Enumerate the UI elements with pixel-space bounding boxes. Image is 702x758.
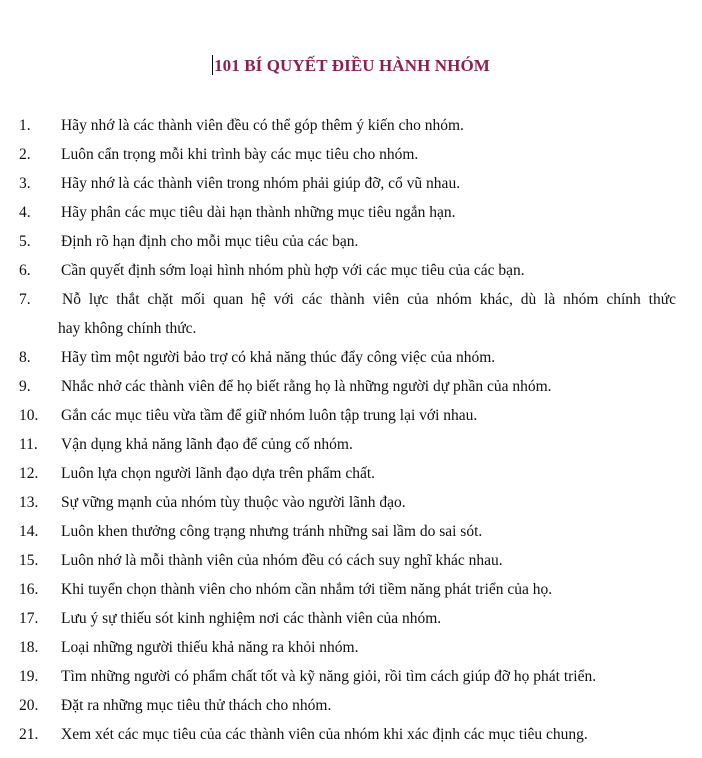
item-number: 5.: [19, 233, 31, 250]
list-item: [0, 488, 702, 517]
list-item: [0, 111, 702, 140]
list-item: [0, 691, 702, 720]
list-item: [0, 662, 702, 691]
item-number: 4.: [19, 204, 31, 221]
item-number: 13.: [19, 494, 39, 511]
item-number: 10.: [19, 407, 39, 424]
item-text: Luôn khen thưởng công trạng nhưng tránh những sai lầm do sai sót.: [61, 523, 483, 540]
list-item: [0, 227, 702, 256]
list-item: [0, 140, 702, 169]
item-text: [58, 285, 676, 343]
list-item: [0, 604, 702, 633]
item-text: Sự vững mạnh của nhóm tùy thuộc vào người lãnh đạo.: [61, 494, 406, 511]
list-item: [0, 459, 702, 488]
item-number: 20.: [19, 697, 39, 714]
item-number: 12.: [19, 465, 39, 482]
item-text: Luôn lựa chọn người lãnh đạo dựa trên phẩm chất.: [61, 465, 376, 482]
list-item: [0, 430, 702, 459]
item-text: Vận dụng khả năng lãnh đạo để củng cố nhóm.: [61, 436, 353, 453]
item-text: Gắn các mục tiêu vừa tầm để giữ nhóm luôn tập trung lại với nhau.: [61, 407, 478, 424]
text-cursor: [212, 55, 213, 75]
item-number: 2.: [19, 146, 31, 163]
tips-list: [0, 111, 702, 749]
item-text: Đặt ra những mục tiêu thử thách cho nhóm.: [61, 697, 332, 714]
item-text: Luôn nhớ là mỗi thành viên của nhóm đều có cách suy nghĩ khác nhau.: [61, 552, 503, 569]
list-item: [0, 343, 702, 372]
item-text: Hãy phân các mục tiêu dài hạn thành những mục tiêu ngắn hạn.: [61, 204, 456, 221]
item-number: 15.: [19, 552, 39, 569]
item-text: Hãy nhớ là các thành viên trong nhóm phải giúp đỡ, cổ vũ nhau.: [61, 175, 461, 192]
list-item: [0, 256, 702, 285]
list-item: [0, 401, 702, 430]
list-item: [0, 517, 702, 546]
item-number: 17.: [19, 610, 39, 627]
item-text: Lưu ý sự thiếu sót kinh nghiệm nơi các thành viên của nhóm.: [61, 610, 442, 627]
item-text-line-1: Nỗ lực thắt chặt mối quan hệ với các thành viên của nhóm khác, dù là nhóm chính thức: [62, 291, 676, 308]
item-text: Khi tuyển chọn thành viên cho nhóm cần nhắm tới tiềm năng phát triển của họ.: [61, 581, 553, 598]
item-number: 6.: [19, 262, 31, 279]
title-row: [0, 55, 702, 76]
item-number: 18.: [19, 639, 39, 656]
list-item: [0, 285, 702, 343]
item-text: Hãy nhớ là các thành viên đều có thể góp thêm ý kiến cho nhóm.: [61, 117, 464, 134]
document-title: 101 BÍ QUYẾT ĐIỀU HÀNH NHÓM: [214, 56, 490, 75]
item-text-line-2: hay không chính thức.: [58, 320, 197, 337]
item-number: 1.: [19, 117, 31, 134]
item-number: 21.: [19, 726, 39, 743]
item-number: 9.: [19, 378, 31, 395]
item-number: 19.: [19, 668, 39, 685]
item-text: Nhắc nhở các thành viên để họ biết rằng họ là những người dự phần của nhóm.: [61, 378, 552, 395]
item-text: Loại những người thiếu khả năng ra khỏi nhóm.: [61, 639, 359, 656]
item-number: 11.: [19, 436, 38, 453]
list-item: [0, 198, 702, 227]
item-text: Định rõ hạn định cho mỗi mục tiêu của các bạn.: [61, 233, 359, 250]
item-text: Tìm những người có phẩm chất tốt và kỹ năng giỏi, rồi tìm cách giúp đỡ họ phát triển.: [61, 668, 597, 685]
item-number: 14.: [19, 523, 39, 540]
item-number: 7.: [19, 291, 31, 308]
list-item: [0, 575, 702, 604]
list-item: [0, 633, 702, 662]
list-item: [0, 169, 702, 198]
list-item: [0, 372, 702, 401]
list-item: [0, 720, 702, 749]
item-number: 16.: [19, 581, 39, 598]
item-text: Luôn cẩn trọng mỗi khi trình bày các mục tiêu cho nhóm.: [61, 146, 419, 163]
list-item: [0, 546, 702, 575]
item-text: Xem xét các mục tiêu của các thành viên của nhóm khi xác định các mục tiêu chung.: [61, 726, 588, 743]
item-number: 8.: [19, 349, 31, 366]
item-text: Hãy tìm một người bảo trợ có khả năng thúc đẩy công việc của nhóm.: [61, 349, 496, 366]
item-text: Cần quyết định sớm loại hình nhóm phù hợp với các mục tiêu của các bạn.: [61, 262, 525, 279]
item-number: 3.: [19, 175, 31, 192]
